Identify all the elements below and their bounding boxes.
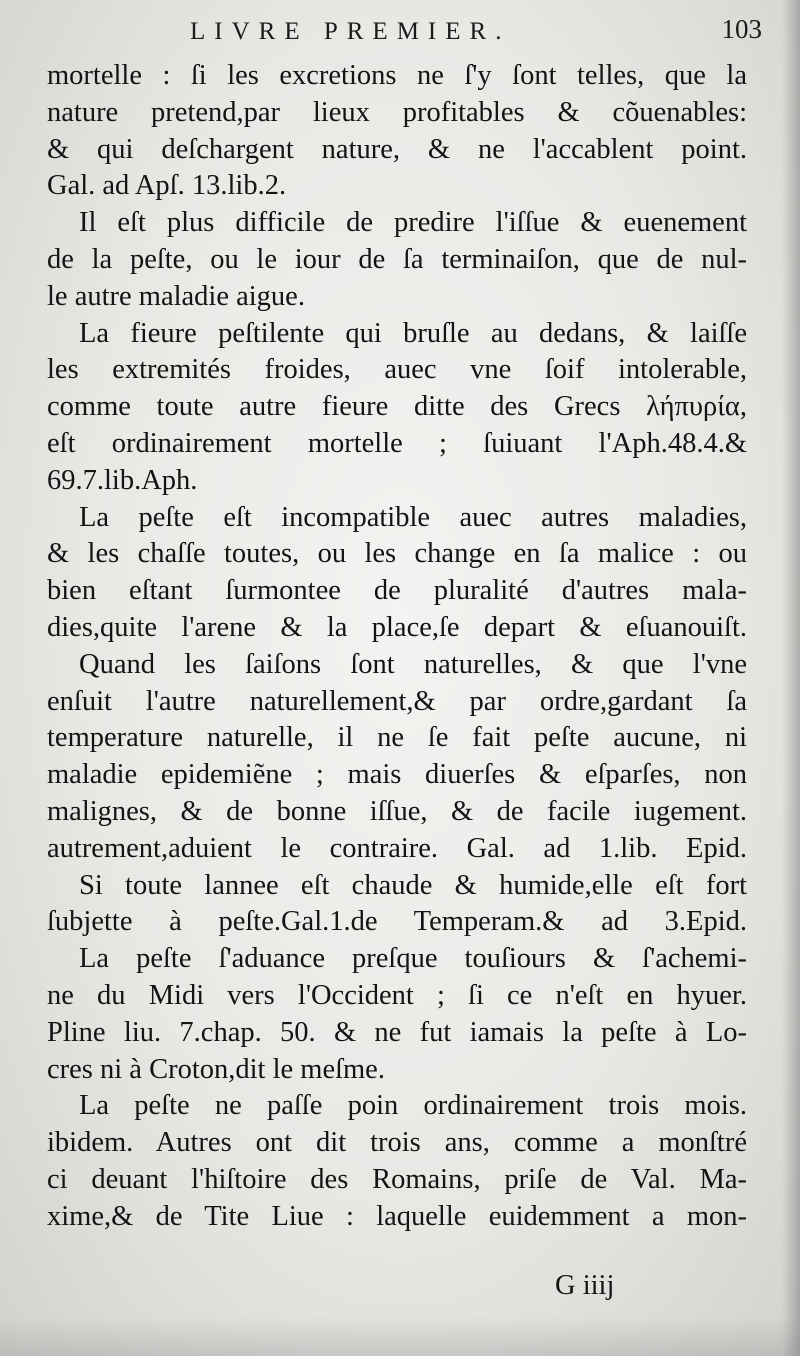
text-line: temperature naturelle, il ne ſe fait peſte aucune, ni bbox=[47, 722, 747, 754]
paragraph-start-line: La peſte eſt incompatible auec autres maladies, bbox=[79, 501, 747, 533]
page-bottom-shadow bbox=[0, 1316, 800, 1356]
paragraph-start-line: La peſte ſ'aduance preſque touſiours & ſ'achemi- bbox=[79, 943, 747, 975]
text-line: & qui deſchargent nature, & ne l'accablent point. bbox=[47, 133, 747, 165]
text-line: dies,quite l'arene & la place,ſe depart & eſuanouiſt. bbox=[47, 611, 747, 643]
text-line: eſt ordinairement mortelle ; ſuiuant l'Aph.48.4.& bbox=[47, 427, 747, 459]
page-header bbox=[190, 14, 762, 54]
text-line: ibidem. Autres ont dit trois ans, comme a monſtré bbox=[47, 1127, 747, 1159]
running-title: LIVRE PREMIER. bbox=[190, 18, 511, 45]
text-line: ſubjette à peſte.Gal.1.de Temperam.& ad 3.Epid. bbox=[47, 906, 747, 938]
text-line: cres ni à Croton,dit le meſme. bbox=[47, 1053, 385, 1085]
text-line: de la peſte, ou le iour de ſa terminaiſon, que de nul- bbox=[47, 243, 747, 275]
text-line: maladie epidemiẽne ; mais diuerſes & eſparſes, non bbox=[47, 759, 747, 791]
text-line: le autre maladie aigue. bbox=[47, 280, 305, 312]
text-line: les extremités froides, auec vne ſoif intolerable, bbox=[47, 354, 747, 386]
text-line: malignes, & de bonne iſſue, & de facile iugement. bbox=[47, 795, 747, 827]
text-line: ne du Midi vers l'Occident ; ſi ce n'eſt en hyuer. bbox=[47, 979, 747, 1011]
paragraph-start-line: Quand les ſaiſons ſont naturelles, & que l'vne bbox=[79, 648, 747, 680]
body-text bbox=[47, 58, 747, 1236]
paragraph-start-line: Si toute lannee eſt chaude & humide,elle eſt fort bbox=[79, 869, 747, 901]
text-line: enſuit l'autre naturellement,& par ordre,gardant ſa bbox=[47, 685, 747, 717]
text-line: nature pretend,par lieux profitables & cõuenables: bbox=[47, 96, 747, 128]
page-edge-shadow bbox=[782, 0, 800, 1356]
text-line: xime,& de Tite Liue : laquelle euidemment a mon- bbox=[47, 1200, 747, 1232]
page-number: 103 bbox=[721, 14, 762, 44]
text-line: autrement,aduient le contraire. Gal. ad 1.lib. Epid. bbox=[47, 832, 747, 864]
text-line: 69.7.lib.Aph. bbox=[47, 464, 198, 496]
text-line: comme toute autre fieure ditte des Grecs λήπυρία, bbox=[47, 391, 747, 423]
text-line: ci deuant l'hiſtoire des Romains, priſe de Val. Ma- bbox=[47, 1163, 747, 1195]
signature-mark: G iiij bbox=[555, 1270, 615, 1301]
text-line: & les chaſſe toutes, ou les change en ſa malice : ou bbox=[47, 538, 747, 570]
text-line: Pline liu. 7.chap. 50. & ne fut iamais la peſte à Lo- bbox=[47, 1016, 747, 1048]
paragraph-start-line: La peſte ne paſſe poin ordinairement trois mois. bbox=[79, 1090, 747, 1122]
text-line: bien eſtant ſurmontee de pluralité d'autres mala- bbox=[47, 575, 747, 607]
paragraph-start-line: La fieure peſtilente qui bruſle au dedans, & laiſſe bbox=[79, 317, 747, 349]
text-line: mortelle : ſi les excretions ne ſ'y ſont telles, que la bbox=[47, 60, 747, 91]
text-line: Gal. ad Apſ. 13.lib.2. bbox=[47, 170, 287, 202]
paragraph-start-line: Il eſt plus difficile de predire l'iſſue & euenement bbox=[79, 207, 747, 239]
